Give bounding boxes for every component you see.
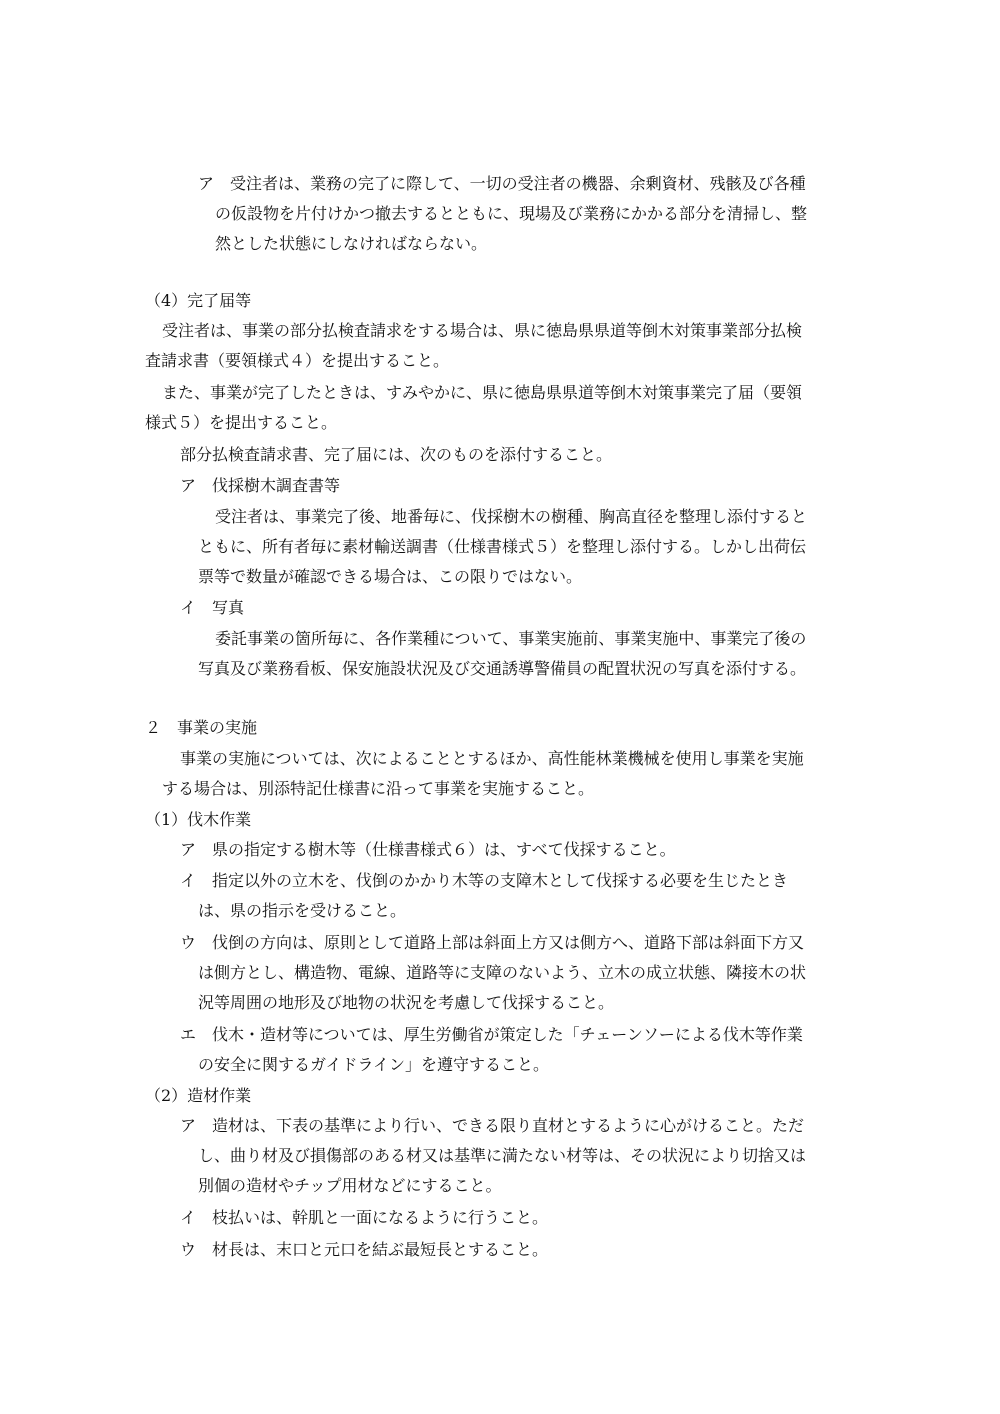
text-line: 受注者は、事業の部分払検査請求をする場合は、県に徳島県県道等倒木対策事業部分払検 bbox=[162, 321, 803, 340]
text-line: 部分払検査請求書、完了届には、次のものを添付すること。 bbox=[180, 445, 613, 464]
text-line: また、事業が完了したときは、すみやかに、県に徳島県県道等倒木対策事業完了届（要領 bbox=[162, 383, 803, 402]
text-line: 委託事業の箇所毎に、各作業種について、事業実施前、事業実施中、事業完了後の bbox=[215, 629, 807, 648]
text-line: は、県の指示を受けること。 bbox=[198, 901, 407, 920]
item-title: イ 写真 bbox=[180, 598, 245, 617]
item-title: ア 伐採樹木調査書等 bbox=[180, 476, 341, 495]
text-line: ともに、所有者毎に素材輸送調書（仕様書様式５）を整理し添付する。しかし出荷伝 bbox=[198, 537, 807, 556]
text-line: ア 造材は、下表の基準により行い、できる限り直材とするように心がけること。ただ bbox=[180, 1116, 805, 1135]
text-line: の仮設物を片付けかつ撤去するとともに、現場及び業務にかかる部分を清掃し、整 bbox=[215, 204, 808, 223]
section-heading: ２ 事業の実施 bbox=[145, 718, 258, 737]
text-line: し、曲り材及び損傷部のある材又は基準に満たない材等は、その状況により切捨又は bbox=[198, 1146, 807, 1165]
text-line: ウ 材長は、末口と元口を結ぶ最短長とすること。 bbox=[180, 1240, 549, 1259]
text-line: は側方とし、構造物、電線、道路等に支障のないよう、立木の成立状態、隣接木の状 bbox=[198, 963, 807, 982]
text-line: 況等周囲の地形及び地物の状況を考慮して伐採すること。 bbox=[198, 993, 615, 1012]
text-line: ウ 伐倒の方向は、原則として道路上部は斜面上方又は側方へ、道路下部は斜面下方又 bbox=[180, 933, 805, 952]
text-line: 然とした状態にしなければならない。 bbox=[215, 234, 488, 253]
text-line: する場合は、別添特記仕様書に沿って事業を実施すること。 bbox=[162, 779, 595, 798]
text-line: ア 受注者は、業務の完了に際して、一切の受注者の機器、余剰資材、残骸及び各種 bbox=[198, 174, 806, 193]
text-line: の安全に関するガイドライン」を遵守すること。 bbox=[198, 1055, 550, 1074]
text-line: 写真及び業務看板、保安施設状況及び交通誘導警備員の配置状況の写真を添付する。 bbox=[198, 659, 807, 678]
subsection-heading: （1）伐木作業 bbox=[145, 810, 252, 829]
text-line: 別個の造材やチップ用材などにすること。 bbox=[198, 1176, 502, 1195]
text-line: イ 指定以外の立木を、伐倒のかかり木等の支障木として伐採する必要を生じたとき bbox=[180, 871, 789, 890]
text-line: エ 伐木・造材等については、厚生労働省が策定した「チェーンソーによる伐木等作業 bbox=[180, 1025, 803, 1044]
text-line: 様式５）を提出すること。 bbox=[145, 413, 338, 432]
text-line: イ 枝払いは、幹肌と一面になるように行うこと。 bbox=[180, 1208, 549, 1227]
text-line: ア 県の指定する樹木等（仕様書様式６）は、すべて伐採すること。 bbox=[180, 840, 676, 859]
text-line: 事業の実施については、次によることとするほか、高性能林業機械を使用し事業を実施 bbox=[180, 749, 804, 768]
text-line: 受注者は、事業完了後、地番毎に、伐採樹木の樹種、胸高直径を整理し添付すると bbox=[215, 507, 808, 526]
subsection-heading: （2）造材作業 bbox=[145, 1086, 252, 1105]
text-line: 票等で数量が確認できる場合は、この限りではない。 bbox=[198, 567, 583, 586]
section-heading: （4）完了届等 bbox=[145, 291, 252, 310]
text-line: 査請求書（要領様式４）を提出すること。 bbox=[145, 351, 450, 370]
